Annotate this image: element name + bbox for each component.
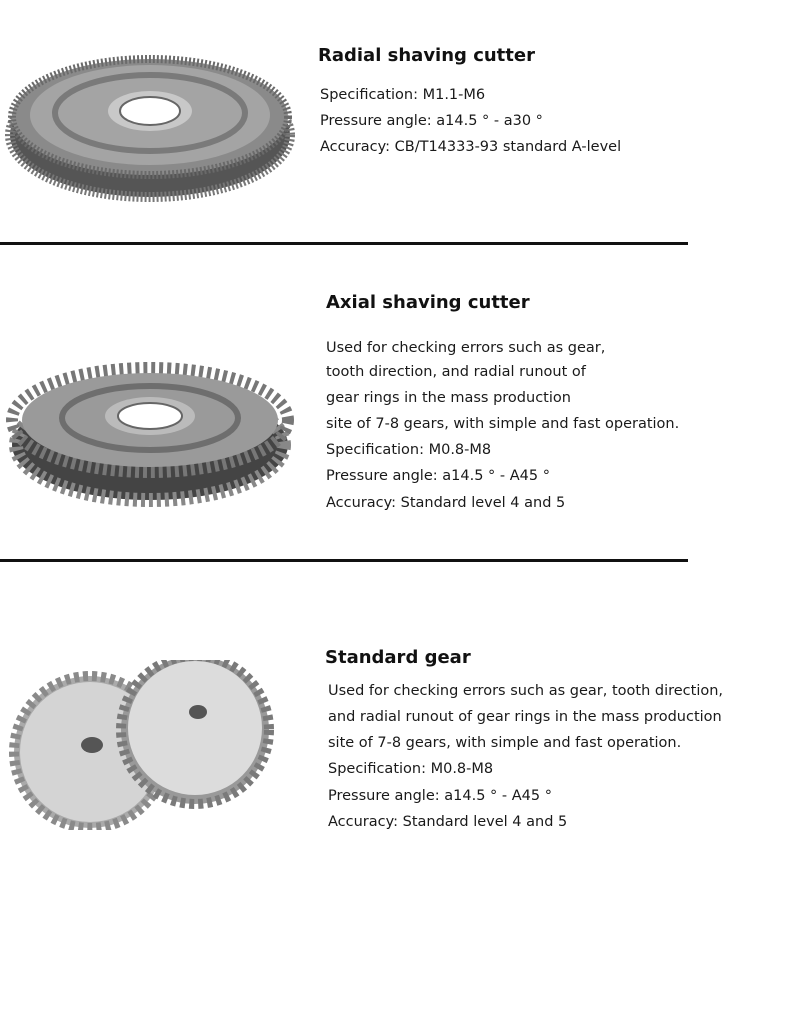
product-title: Standard gear — [325, 647, 471, 668]
product-title: Axial shaving cutter — [326, 292, 530, 313]
axial-shaving-cutter-image — [5, 350, 300, 510]
product-spec-line: and radial runout of gear rings in the mass production — [328, 709, 722, 725]
product-spec-line: Specification: M0.8-M8 — [328, 761, 494, 777]
product-spec-line: Pressure angle: a14.5 ° - a30 ° — [320, 113, 543, 129]
section-divider — [0, 559, 688, 562]
standard-gear-image — [0, 660, 285, 830]
product-title: Radial shaving cutter — [318, 45, 535, 66]
product-spec-line: tooth direction, and radial runout of — [326, 364, 586, 380]
product-spec-line: site of 7-8 gears, with simple and fast operation. — [328, 735, 682, 751]
product-spec-line: Accuracy: Standard level 4 and 5 — [326, 495, 566, 511]
product-spec-line: Accuracy: Standard level 4 and 5 — [328, 814, 568, 830]
product-spec-line: Accuracy: CB/T14333-93 standard A-level — [320, 139, 622, 155]
radial-shaving-cutter-image — [0, 35, 300, 205]
product-spec-line: Used for checking errors such as gear, tooth direction, — [328, 683, 724, 699]
product-spec-line: Pressure angle: a14.5 ° - A45 ° — [328, 788, 552, 804]
product-spec-line: gear rings in the mass production — [326, 390, 571, 406]
product-spec-line: Pressure angle: a14.5 ° - A45 ° — [326, 468, 550, 484]
section-divider — [0, 242, 688, 245]
product-spec-line: Specification: M0.8-M8 — [326, 442, 492, 458]
product-spec-line: Used for checking errors such as gear, — [326, 340, 606, 356]
product-spec-line: site of 7-8 gears, with simple and fast operation. — [326, 416, 680, 432]
product-spec-line: Specification: M1.1-M6 — [320, 87, 486, 103]
